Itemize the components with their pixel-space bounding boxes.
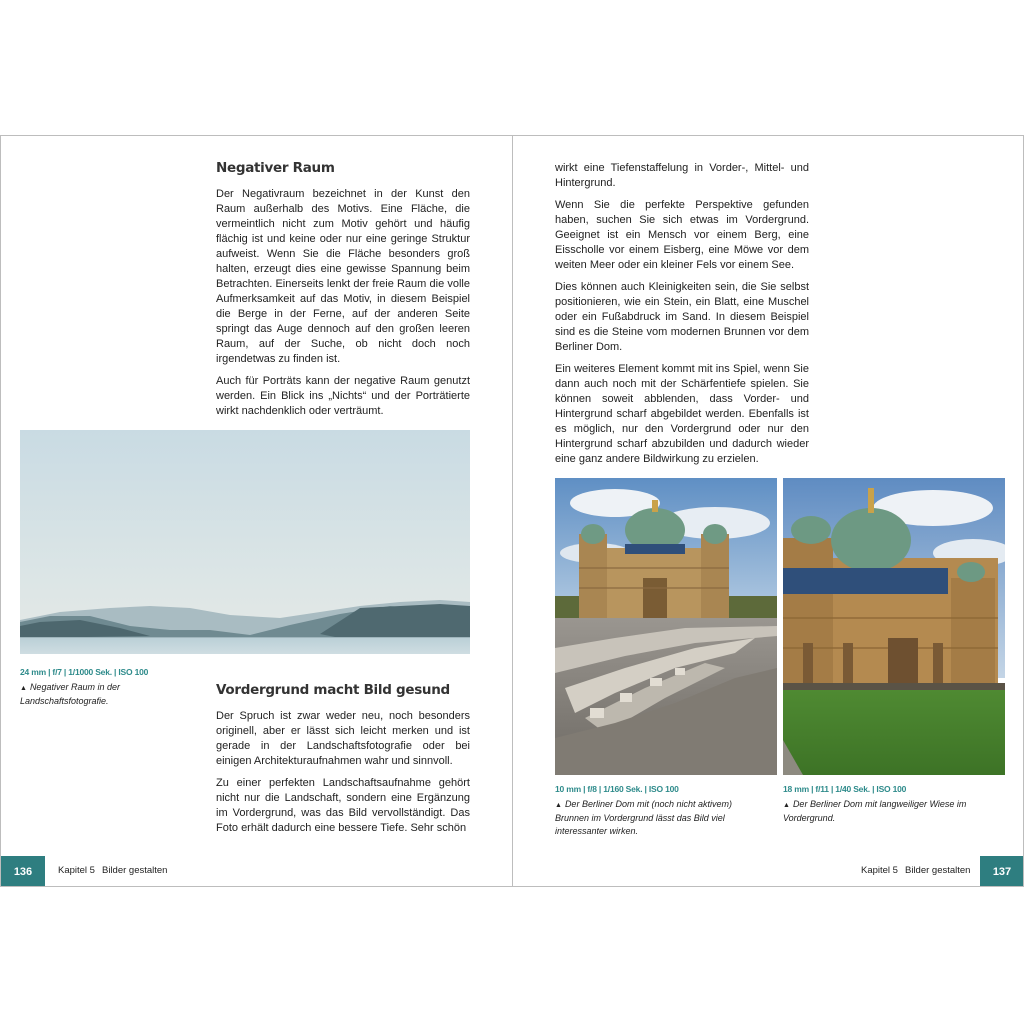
paragraph: wirkt eine Tiefenstaffelung in Vorder-, Mittel- und Hintergrund. [555, 162, 809, 189]
chapter-title: Bilder gestalten [101, 865, 168, 876]
page-number: 136 [1, 856, 45, 887]
section-body-foreground [216, 709, 470, 843]
paragraph: Dies können auch Kleinigkeiten sein, die Sie selbst positionieren, wie ein Stein, ein Blatt, eine Muschel oder ein Fußabdruck im Sand. In diesem Beispiel sind es die Steine vom modernen Brunnen vor dem Berliner Dom. [555, 281, 809, 353]
photo-exif: 24 mm | f/7 | 1/1000 Sek. | ISO 100 [20, 667, 149, 677]
landscape-photo-image [20, 430, 470, 654]
page-footer [513, 856, 1024, 887]
cathedral-meadow-image [783, 478, 1005, 775]
running-footer [861, 865, 977, 876]
cathedral-fountain-photo [555, 478, 777, 775]
cathedral-meadow-photo [783, 478, 1005, 775]
chapter-label: Kapitel 5 [861, 865, 898, 876]
paragraph: Ein weiteres Element kommt mit ins Spiel, wenn Sie dann auch noch mit der Schärfentiefe spielen. Sie können soweit abblenden, dass Vorder- und Hintergrund scharf abgebildet werden. Ebenfalls ist es möglich, nur den Vordergrund oder nur den Hintergrund scharf abzubilden und dadurch wieder eine ganz andere Bildwirkung zu erzielen. [555, 363, 809, 465]
book-spread [0, 135, 1024, 889]
section-heading-foreground: Vordergrund macht Bild gesund [216, 682, 450, 698]
right-page [512, 135, 1024, 887]
section-heading-negative-space: Negativer Raum [216, 160, 335, 176]
paragraph: Der Spruch ist zwar weder neu, noch besonders originell, aber er lässt sich leicht merken und ist gerade in der Landschaftsfotografie oder bei einigen Architekturaufnahmen wahr und sinnvoll. [216, 710, 470, 767]
landscape-photo [20, 430, 470, 654]
photo-caption: ▲ Negativer Raum in der Landschaftsfotografie. [20, 682, 120, 706]
cathedral-fountain-image [555, 478, 777, 775]
page-number: 137 [980, 856, 1024, 887]
section-body-negative-space [216, 187, 470, 426]
paragraph: Auch für Porträts kann der negative Raum genutzt werden. Ein Blick ins „Nichts“ und der Porträtierte wirkt nachdenklich oder verträumt. [216, 375, 470, 417]
left-page [0, 135, 513, 887]
triangle-icon: ▲ [783, 802, 790, 809]
photo2-exif: 18 mm | f/11 | 1/40 Sek. | ISO 100 [783, 784, 907, 794]
photo1-exif: 10 mm | f/8 | 1/160 Sek. | ISO 100 [555, 784, 679, 794]
chapter-label: Kapitel 5 [58, 865, 95, 876]
running-footer [58, 865, 174, 876]
triangle-icon: ▲ [20, 685, 27, 692]
right-page-body [555, 161, 809, 474]
page-footer [1, 856, 513, 887]
photo2-caption: ▲ Der Berliner Dom mit langweiliger Wiese im Vordergrund. [783, 799, 967, 823]
triangle-icon: ▲ [555, 802, 562, 809]
paragraph: Der Negativraum bezeichnet in der Kunst den Raum außerhalb des Motivs. Eine Fläche, die vermeintlich nicht zum Motiv gehört und häufig flächig ist und keine oder nur eine geringe Struktur aufweist. Wenn Sie die Fläche besonders groß halten, erzeugt dies eine gewisse Spannung beim Betrachten. Einerseits lenkt der freie Raum die volle Aufmerksamkeit auf das Motiv, in diesem Beispiel die Berge in der Ferne, auf der anderen Seite springt das Auge dennoch auf den großen leeren Raum, auf der Suche, ob nicht doch noch irgendetwas zu finden ist. [216, 188, 470, 365]
paragraph: Zu einer perfekten Landschaftsaufnahme gehört nicht nur die Landschaft, sondern eine Ergänzung im Vordergrund, was das Bild vervollständigt. Das Foto erhält dadurch eine bessere Tiefe. Sehr schön [216, 777, 470, 834]
chapter-title: Bilder gestalten [904, 865, 971, 876]
paragraph: Wenn Sie die perfekte Perspektive gefunden haben, suchen Sie sich etwas im Vordergrund. Geeignet ist ein Mensch vor einem Berg, eine Eisscholle vor einem Eisberg, eine Möwe vor dem weiten Meer oder ein kleiner Fels vor einem See. [555, 199, 809, 271]
photo1-caption: ▲ Der Berliner Dom mit (noch nicht aktivem) Brunnen im Vordergrund lässt das Bild viel interessanter wirken. [555, 799, 732, 836]
